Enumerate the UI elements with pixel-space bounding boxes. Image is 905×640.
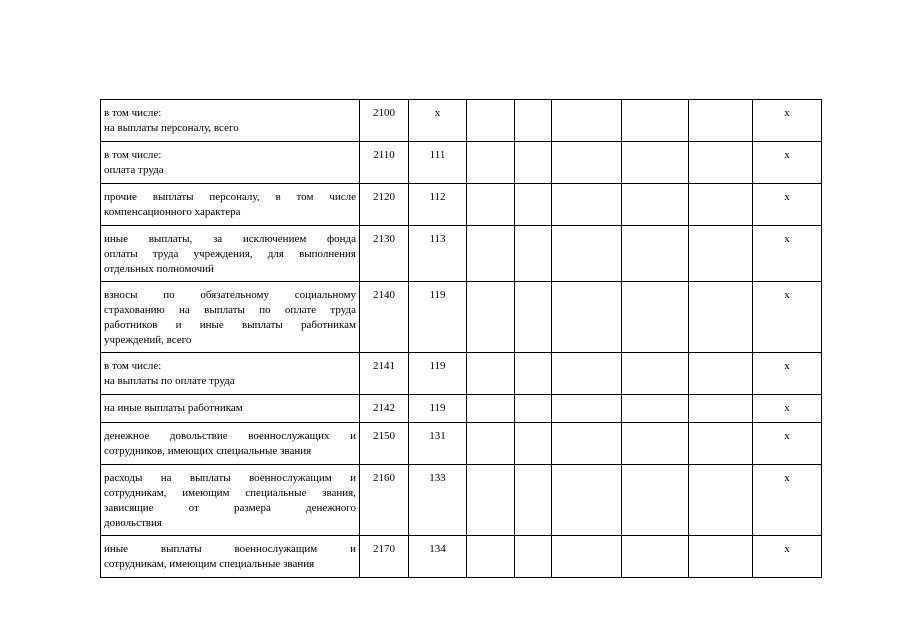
empty-value-cell — [515, 100, 552, 142]
table-row — [101, 465, 822, 536]
description-line: в том числе: — [104, 149, 162, 161]
last-column-mark: x — [753, 423, 822, 465]
budget-table-page — [100, 99, 822, 578]
description-line: довольствия — [104, 517, 162, 529]
row-code: 2130 — [360, 226, 409, 282]
description-line: отдельных полномочий — [104, 263, 214, 275]
table-row — [101, 536, 822, 578]
empty-value-cell — [689, 282, 753, 353]
row-code: 2160 — [360, 465, 409, 536]
empty-value-cell — [552, 142, 622, 184]
description-line: оплата труда — [104, 164, 164, 176]
empty-value-cell — [552, 100, 622, 142]
row-description — [101, 395, 360, 423]
table-row — [101, 226, 822, 282]
description-line: работников и иные выплаты работникам — [104, 319, 356, 331]
empty-value-cell — [622, 100, 689, 142]
empty-value-cell — [622, 184, 689, 226]
empty-value-cell — [689, 395, 753, 423]
empty-value-cell — [622, 282, 689, 353]
description-line: сотрудникам, имеющим специальные звания — [104, 558, 315, 570]
empty-value-cell — [622, 465, 689, 536]
expense-type-code: 134 — [409, 536, 467, 578]
empty-value-cell — [467, 465, 515, 536]
expense-type-code: 113 — [409, 226, 467, 282]
description-line: сотрудников, имеющих специальные звания — [104, 445, 312, 457]
empty-value-cell — [515, 353, 552, 395]
row-code: 2170 — [360, 536, 409, 578]
row-description — [101, 536, 360, 578]
last-column-mark: x — [753, 226, 822, 282]
empty-value-cell — [622, 226, 689, 282]
empty-value-cell — [622, 536, 689, 578]
expense-type-code: x — [409, 100, 467, 142]
empty-value-cell — [467, 536, 515, 578]
last-column-mark: x — [753, 395, 822, 423]
description-line: на выплаты по оплате труда — [104, 375, 235, 387]
empty-value-cell — [689, 100, 753, 142]
empty-value-cell — [552, 353, 622, 395]
row-code: 2142 — [360, 395, 409, 423]
expense-type-code: 131 — [409, 423, 467, 465]
table-row — [101, 100, 822, 142]
empty-value-cell — [689, 226, 753, 282]
expense-type-code: 133 — [409, 465, 467, 536]
last-column-mark: x — [753, 100, 822, 142]
description-line: иные выплаты военнослужащим и — [104, 543, 356, 555]
empty-value-cell — [467, 226, 515, 282]
row-code: 2140 — [360, 282, 409, 353]
empty-value-cell — [515, 423, 552, 465]
empty-value-cell — [622, 142, 689, 184]
empty-value-cell — [689, 423, 753, 465]
expenses-table — [100, 99, 822, 578]
table-row — [101, 423, 822, 465]
row-description — [101, 142, 360, 184]
last-column-mark: x — [753, 142, 822, 184]
last-column-mark: x — [753, 465, 822, 536]
empty-value-cell — [689, 353, 753, 395]
description-line: взносы по обязательному социальному — [104, 289, 356, 301]
description-line: иные выплаты, за исключением фонда — [104, 233, 356, 245]
description-line: компенсационного характера — [104, 206, 241, 218]
row-description — [101, 353, 360, 395]
empty-value-cell — [552, 465, 622, 536]
table-row — [101, 353, 822, 395]
row-description — [101, 282, 360, 353]
description-line: на выплаты персоналу, всего — [104, 122, 239, 134]
description-line: учреждений, всего — [104, 334, 192, 346]
empty-value-cell — [467, 282, 515, 353]
empty-value-cell — [515, 465, 552, 536]
empty-value-cell — [515, 142, 552, 184]
row-code: 2120 — [360, 184, 409, 226]
empty-value-cell — [689, 142, 753, 184]
empty-value-cell — [689, 465, 753, 536]
empty-value-cell — [552, 423, 622, 465]
expense-type-code: 112 — [409, 184, 467, 226]
table-row — [101, 142, 822, 184]
row-code: 2150 — [360, 423, 409, 465]
description-line: в том числе: — [104, 107, 162, 119]
empty-value-cell — [515, 395, 552, 423]
empty-value-cell — [552, 536, 622, 578]
table-row — [101, 395, 822, 423]
row-description — [101, 226, 360, 282]
description-line: на иные выплаты работникам — [104, 402, 243, 414]
empty-value-cell — [515, 536, 552, 578]
description-line: прочие выплаты персоналу, в том числе — [104, 191, 356, 203]
row-description — [101, 100, 360, 142]
description-line: оплаты труда учреждения, для выполнения — [104, 248, 356, 260]
last-column-mark: x — [753, 184, 822, 226]
table-row — [101, 184, 822, 226]
empty-value-cell — [689, 536, 753, 578]
empty-value-cell — [622, 423, 689, 465]
row-description — [101, 184, 360, 226]
empty-value-cell — [467, 184, 515, 226]
table-body — [101, 100, 822, 578]
empty-value-cell — [467, 423, 515, 465]
row-description — [101, 465, 360, 536]
expense-type-code: 119 — [409, 395, 467, 423]
row-code: 2141 — [360, 353, 409, 395]
description-line: расходы на выплаты военнослужащим и — [104, 472, 356, 484]
last-column-mark: x — [753, 353, 822, 395]
empty-value-cell — [622, 353, 689, 395]
empty-value-cell — [552, 226, 622, 282]
expense-type-code: 119 — [409, 353, 467, 395]
expense-type-code: 111 — [409, 142, 467, 184]
description-line: денежное довольствие военнослужащих и — [104, 430, 356, 442]
empty-value-cell — [622, 395, 689, 423]
expense-type-code: 119 — [409, 282, 467, 353]
row-code: 2100 — [360, 100, 409, 142]
description-line: сотрудникам, имеющим специальные звания, — [104, 487, 356, 499]
empty-value-cell — [552, 395, 622, 423]
empty-value-cell — [552, 282, 622, 353]
empty-value-cell — [515, 226, 552, 282]
description-line: в том числе: — [104, 360, 162, 372]
empty-value-cell — [467, 353, 515, 395]
empty-value-cell — [689, 184, 753, 226]
empty-value-cell — [467, 142, 515, 184]
row-description — [101, 423, 360, 465]
description-line: зависящие от размера денежного — [104, 502, 356, 514]
description-line: страхованию на выплаты по оплате труда — [104, 304, 356, 316]
row-code: 2110 — [360, 142, 409, 184]
empty-value-cell — [515, 282, 552, 353]
last-column-mark: x — [753, 536, 822, 578]
last-column-mark: x — [753, 282, 822, 353]
table-row — [101, 282, 822, 353]
empty-value-cell — [515, 184, 552, 226]
empty-value-cell — [467, 395, 515, 423]
empty-value-cell — [467, 100, 515, 142]
empty-value-cell — [552, 184, 622, 226]
